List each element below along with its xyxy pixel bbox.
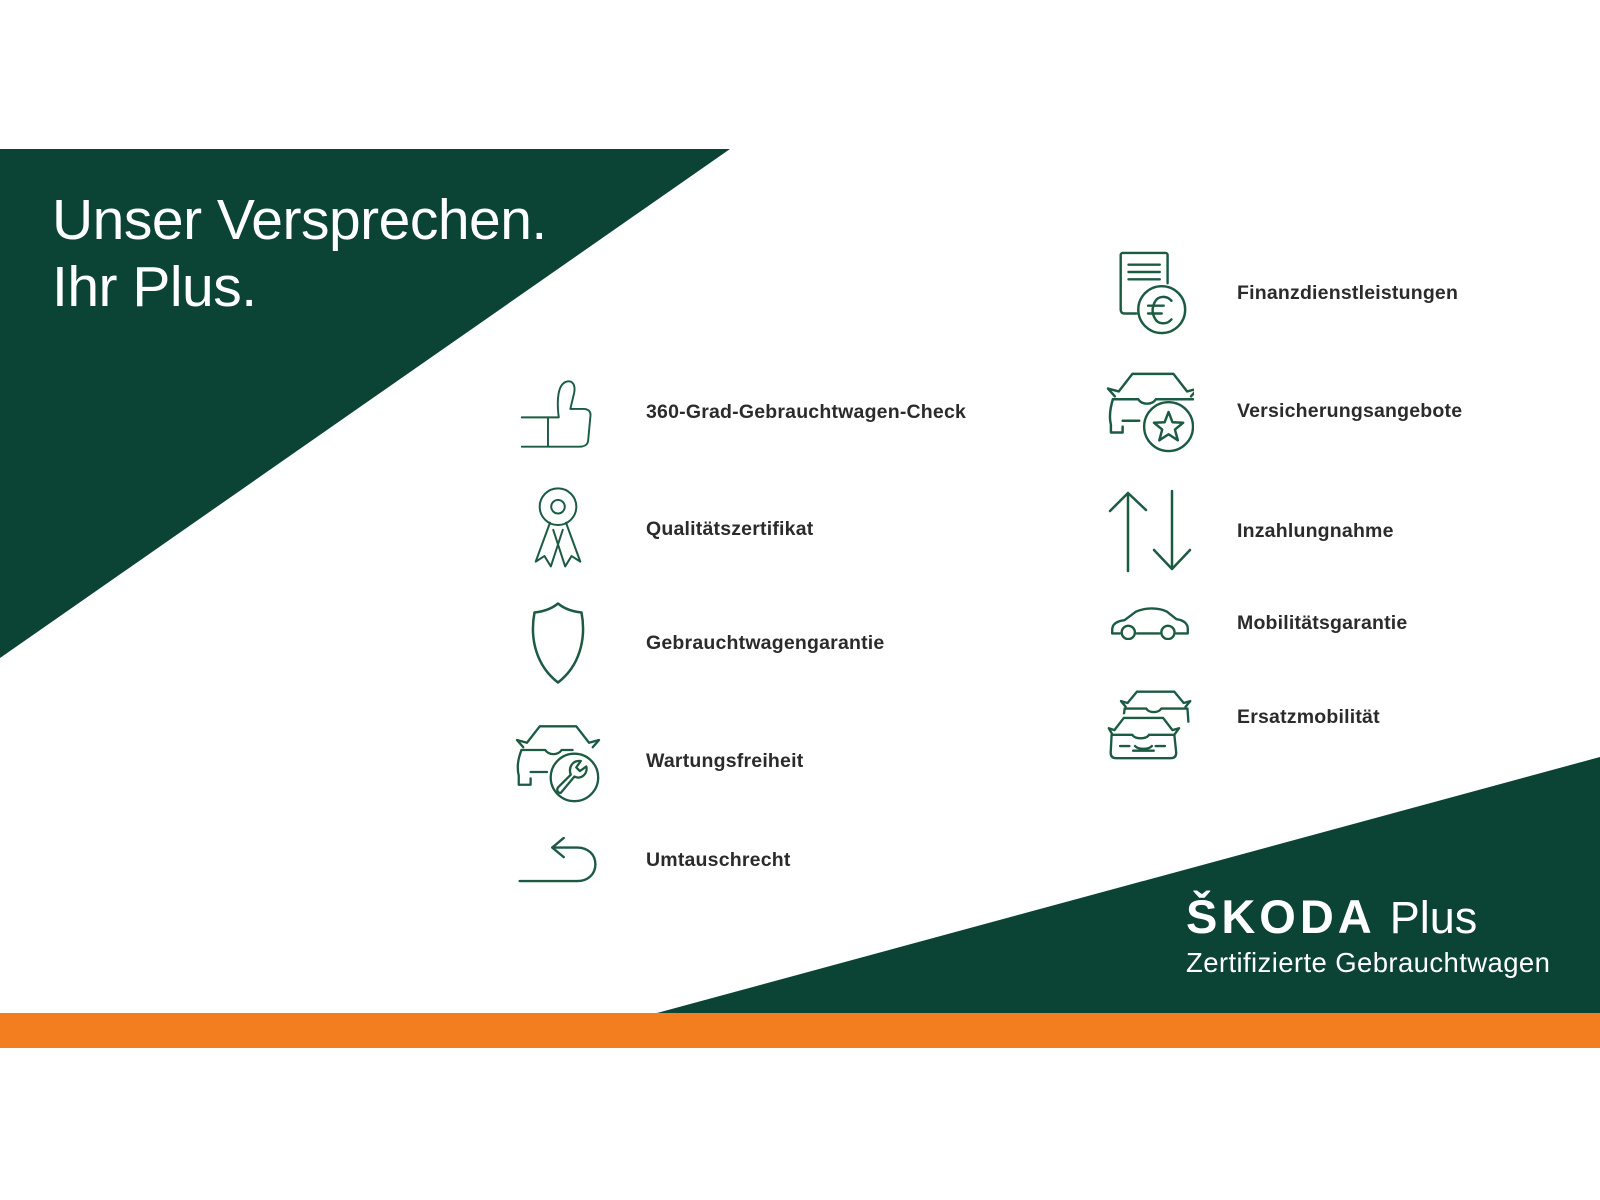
brand-plus-label: Plus [1389,892,1478,943]
benefit-row-exchange-right [512,814,791,906]
benefit-row-trade-in [1104,485,1394,577]
brand-tagline: Zertifizierte Gebrauchtwagen [1186,947,1551,978]
invoice-euro-icon [1104,247,1196,339]
benefit-label: Qualitätszertifikat [646,517,814,540]
benefit-label: Mobilitätsgarantie [1237,611,1408,634]
benefit-row-maintenance [512,715,803,807]
benefit-label: 360-Grad-Gebrauchtwagen-Check [646,400,967,423]
hero-title [52,187,547,321]
benefit-label: Versicherungsangebote [1237,399,1463,422]
benefit-row-360-check [512,366,966,458]
brand-block [1186,889,1550,979]
car-service-wrench-icon [512,715,604,807]
award-ribbon-icon [512,483,604,575]
hero-title-line1: Unser Versprechen. [52,188,547,252]
benefit-row-insurance-offers [1104,365,1462,457]
two-cars-icon [1104,671,1196,763]
thumbs-up-icon [512,366,604,458]
benefit-label: Umtauschrecht [646,848,791,871]
benefit-label: Inzahlungnahme [1237,519,1394,542]
benefit-label: Gebrauchtwagengarantie [646,631,885,654]
bottom-orange-bar [0,1013,1600,1048]
hero-title-line2: Ihr Plus. [52,255,257,319]
benefit-row-replacement-mobility [1104,671,1380,763]
benefit-row-warranty [512,597,884,689]
return-arrow-icon [512,814,604,906]
brand-wordmark-line [1186,889,1550,944]
benefit-label: Ersatzmobilität [1237,705,1380,728]
car-side-icon [1104,577,1196,669]
skoda-wordmark: ŠKODA [1186,890,1376,943]
car-star-icon [1104,365,1196,457]
benefit-label: Finanzdienstleistungen [1237,281,1459,304]
shield-icon [512,597,604,689]
arrows-up-down-icon [1104,485,1196,577]
benefit-row-quality-certificate [512,483,813,575]
benefit-label: Wartungsfreiheit [646,749,804,772]
benefit-row-mobility-guarantee [1104,577,1407,669]
benefit-row-financial-services [1104,247,1458,339]
